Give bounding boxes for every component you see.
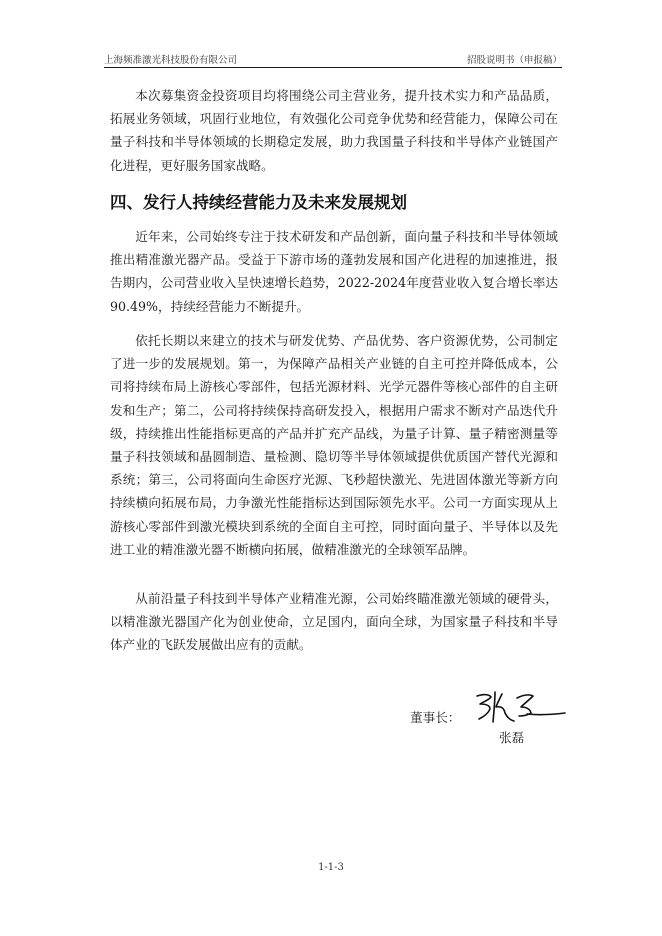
chairman-label: 董事长： xyxy=(410,710,461,725)
page-number: 1-1-3 xyxy=(318,862,344,873)
paragraph-recent-growth: 近年来，公司始终专注于技术研发和产品创新，面向量子科技和半导体领域推出精准激光器产品。受益于下游市场的蓬勃发展和国产化进程的加速推进，报告期内，公司营业收入呈快速增长趋势，2022-2024年度营业收入复合增长率达90.49%，持续经营能力不断提升。 xyxy=(110,229,558,314)
signature-block xyxy=(405,686,575,746)
paragraph-fundraising-purpose: 本次募集资金投资项目均将围绕公司主营业务，提升技术实力和产品品质，拓展业务领域，巩固行业地位，有效强化公司竞争优势和经营能力，保障公司在量子科技和半导体领域的长期稳定发展，助力我国量子科技和半导体产业链国产化进程，更好服务国家战略。 xyxy=(110,88,558,173)
header-document-title: 招股说明书（申报稿） xyxy=(466,55,562,66)
chairman-name: 张磊 xyxy=(499,730,525,745)
header-company-name: 上海频准激光科技股份有限公司 xyxy=(104,55,238,66)
section-heading: 四、发行人持续经营能力及未来发展规划 xyxy=(110,193,407,212)
header-divider xyxy=(104,67,562,68)
paragraph-development-plan: 依托长期以来建立的技术与研发优势、产品优势、客户资源优势，公司制定了进一步的发展规划。第一，为保障产品相关产业链的自主可控并降低成本，公司将持续布局上游核心零部件，包括光源材料、光学元器件等核心部件的自主研发和生产；第二，公司将持续保持高研发投入，根据用户需求不断对产品迭代升级，持续推出性能指标更高的产品并扩充产品线，为量子计算、量子精密测量等量子科技领域和晶圆制造、量检测、隐切等半导体领域提供优质国产替代光源和系统；第三，公司将面向生命医疗光源、飞秒超快激光、先进固体激光等新方向持续横向拓展布局，力争激光性能指标达到国际领先水平。公司一方面实现从上游核心零部件到激光模块到系统的全面自主可控，同时面向量子、半导体以及先进工业的精准激光器不断横向拓展，做精准激光的全球领军品牌。 xyxy=(110,333,558,557)
handwritten-signature xyxy=(471,686,571,726)
page-header xyxy=(104,52,562,68)
paragraph-mission: 从前沿量子科技到半导体产业精准光源，公司始终瞄准激光领域的硬骨头，以精准激光器国产化为创业使命，立足国内，面向全球，为国家量子科技和半导体产业的飞跃发展做出应有的贡献。 xyxy=(110,591,558,653)
